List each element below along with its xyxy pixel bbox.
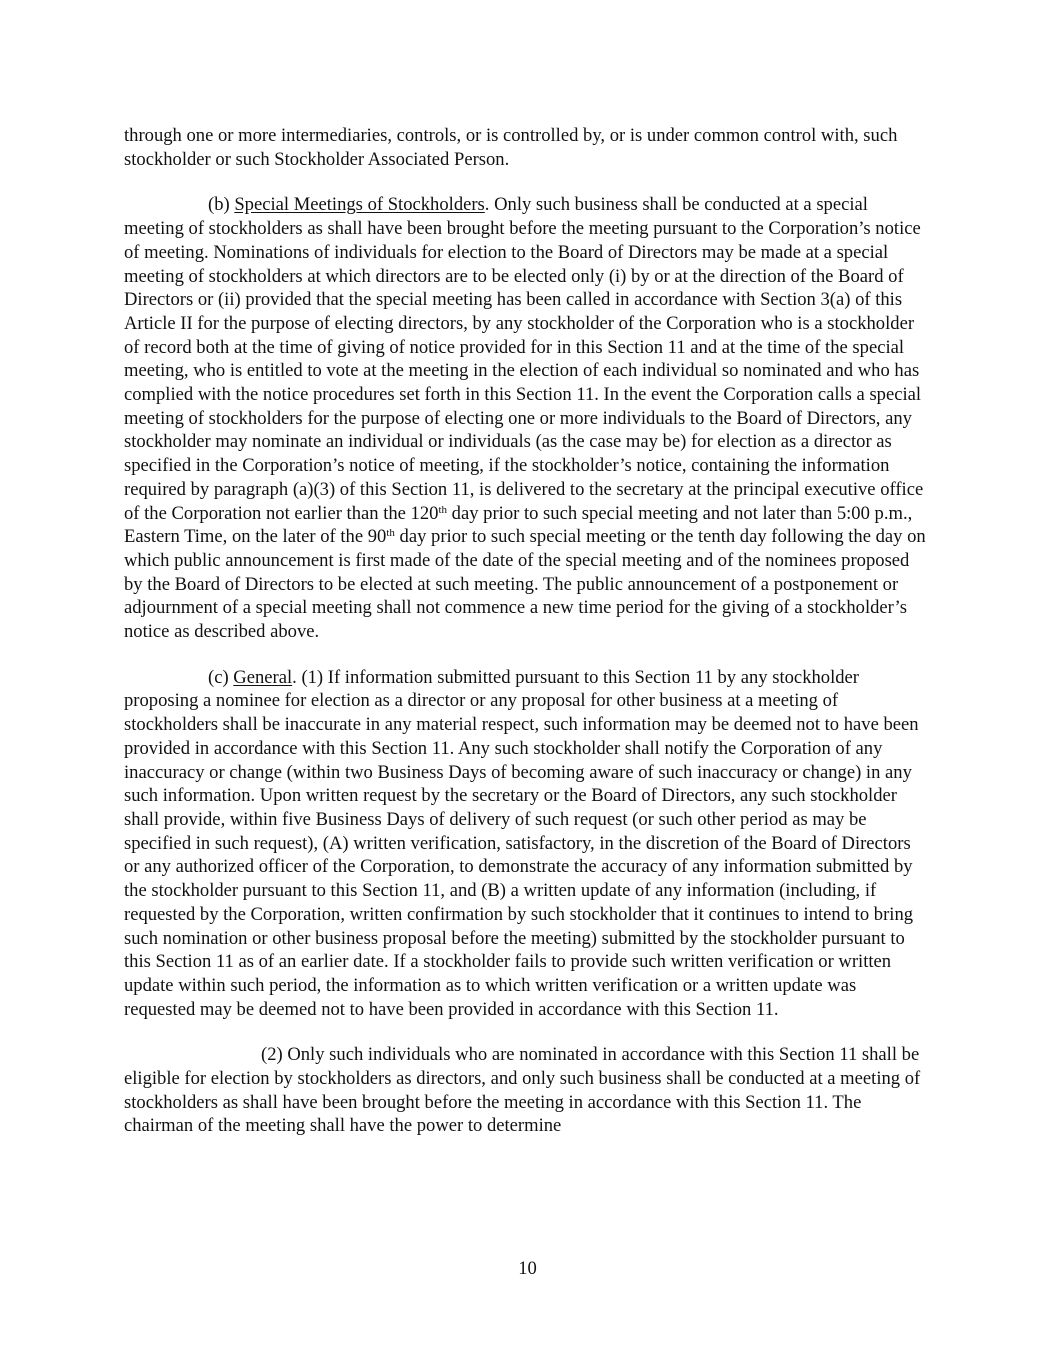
document-body xyxy=(124,124,930,1160)
paragraph-special-meetings xyxy=(124,193,930,643)
paragraph-subsection-2 xyxy=(124,1043,930,1138)
section-heading-special-meetings: Special Meetings of Stockholders xyxy=(234,194,485,216)
ordinal-superscript: th xyxy=(386,527,395,540)
paragraph-text: . Only such business shall be conducted at a special meeting of stockholders as shall have been brought before the meeting pursuant to the Corporation’s notice of meeting. Nominations of individuals for election to the Board of Directors may be made at a special meeting of stockholders at which directors are to be elected only (i) by or at the direction of the Board of Directors or (ii) provided that the special meeting has been called in accordance with Section 3(a) of this Article II for the purpose of electing directors, by any stockholder of the Corporation who is a stockholder of record both at the time of giving of notice provided for in this Section 11 and at the time of the special meeting, who is entitled to vote at the meeting in the election of each individual so nominated and who has complied with the notice procedures set forth in this Section 11. In the event the Corporation calls a special meeting of stockholders for the purpose of electing one or more individuals to the Board of Directors, any stockholder may nominate an individual or individuals (as the case may be) for election as a director as specified in the Corporation’s notice of meeting, if the stockholder’s notice, containing the information required by paragraph (a)(3) of this Section 11, is delivered to the secretary at the principal executive office of the Corporation not earlier than the 120 xyxy=(124,194,924,524)
paragraph-lead: (b) xyxy=(208,194,235,216)
paragraph-text: (2) Only such individuals who are nominated in accordance with this Section 11 shall be eligible for election by stockholders as directors, and only such business shall be conducted at a meeting of stockholders as shall have been brought before the meeting in accordance with this Section 11. The chairman of the meeting shall have the power to determine xyxy=(124,1044,921,1137)
page-number: 10 xyxy=(518,1258,537,1279)
paragraph-continuation xyxy=(124,124,930,171)
paragraph-text: . (1) If information submitted pursuant to this Section 11 by any stockholder proposing a nominee for election as a director or any proposal for other business at a meeting of stockholders shall be inaccurate in any material respect, such information may be deemed not to have been provided in accordance with this Section 11. Any such stockholder shall notify the Corporation of any inaccuracy or change (within two Business Days of becoming aware of such inaccuracy or change) in any such information. Upon written request by the secretary or the Board of Directors, any such stockholder shall provide, within five Business Days of delivery of such request (or such other period as may be specified in such request), (A) written verification, satisfactory, in the discretion of the Board of Directors or any authorized officer of the Corporation, to demonstrate the accuracy of any information submitted by the stockholder pursuant to this Section 11, and (B) a written update of any information (including, if requested by the Corporation, written confirmation by such stockholder that it continues to intend to bring such nomination or other business proposal before the meeting) submitted by the stockholder pursuant to this Section 11 as of an earlier date. If a stockholder fails to provide such written verification or written update within such period, the information as to which written verification or a written update was requested may be deemed not to have been provided in accordance with this Section 11. xyxy=(124,666,919,1020)
paragraph-text: through one or more intermediaries, controls, or is controlled by, or is under common control with, such stockholder or such Stockholder Associated Person. xyxy=(124,125,898,170)
paragraph-general xyxy=(124,666,930,1022)
paragraph-text: day prior to such special meeting and not later than 5:00 p.m., Eastern Time, on the later of the 90 xyxy=(124,502,913,548)
paragraph-text: day prior to such special meeting or the tenth day following the day on which public announcement is first made of the date of the special meeting and of the nominees proposed by the Board of Directors to be elected at such meeting. The public announcement of a postponement or adjournment of a special meeting shall not commence a new time period for the giving of a stockholder’s notice as described above. xyxy=(124,526,926,643)
section-heading-general: General xyxy=(233,666,293,688)
paragraph-lead: (c) xyxy=(208,666,234,688)
ordinal-superscript: th xyxy=(438,503,448,516)
